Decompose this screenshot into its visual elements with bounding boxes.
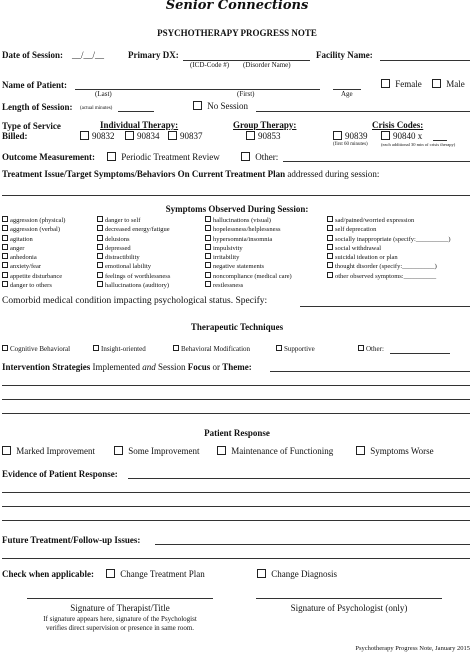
symptom-label: depressed xyxy=(105,244,131,252)
patient-response-heading: Patient Response xyxy=(204,428,270,438)
last-name-caption: (Last) xyxy=(95,90,112,98)
evidence-line-2[interactable] xyxy=(2,492,470,493)
periodic-review-option[interactable] xyxy=(107,152,220,162)
group-code-90853-option[interactable] xyxy=(246,131,281,141)
type-of-service-line2: Billed: xyxy=(2,131,28,141)
response-some-improvement[interactable] xyxy=(114,446,200,456)
male-label: Male xyxy=(446,79,465,89)
symptom-sad-expression[interactable] xyxy=(327,216,451,225)
response-checkbox[interactable] xyxy=(217,446,226,455)
code-90839-label: 90839 xyxy=(345,131,368,141)
symptom-irritability[interactable] xyxy=(205,253,292,262)
response-maintenance[interactable] xyxy=(217,446,333,456)
response-checkbox[interactable] xyxy=(356,446,365,455)
symptom-label: aggression (verbal) xyxy=(10,226,60,234)
symptom-checkbox[interactable] xyxy=(205,244,211,250)
outcome-other-checkbox[interactable] xyxy=(241,152,250,161)
symptom-checkbox[interactable] xyxy=(97,262,103,268)
page-title: PSYCHOTHERAPY PROGRESS NOTE xyxy=(157,28,317,38)
future-treatment-label: Future Treatment/Follow-up Issues: xyxy=(2,535,141,545)
length-of-session-field[interactable] xyxy=(118,111,154,112)
code-90834-label: 90834 xyxy=(137,131,160,141)
symptom-label: impulsivity xyxy=(213,244,243,252)
code-90834-checkbox[interactable] xyxy=(125,131,134,140)
check-applicable-label: Check when applicable: xyxy=(2,569,95,579)
symptom-hallucinations-auditory[interactable] xyxy=(97,281,170,290)
code-90840-checkbox[interactable] xyxy=(381,131,390,140)
technique-insight-oriented[interactable] xyxy=(93,345,146,353)
intervention-plain-3: or xyxy=(210,362,223,372)
change-diagnosis-checkbox[interactable] xyxy=(257,569,266,578)
treatment-issue-bold: Treatment Issue/Target Symptoms/Behaviors On Current Treatment Plan xyxy=(2,169,286,179)
symptom-hypersomnia-insomnia[interactable] xyxy=(205,235,292,244)
symptom-label: suicidal ideation or plan xyxy=(335,254,398,262)
comorbid-field[interactable] xyxy=(300,306,470,307)
symptom-checkbox[interactable] xyxy=(205,253,211,259)
symptom-label: anxiety/fear xyxy=(10,263,42,271)
actual-minutes-caption: (actual minutes) xyxy=(80,106,113,111)
symptom-distractibility[interactable] xyxy=(97,253,170,262)
symptom-label: irritability xyxy=(213,254,240,262)
symptom-delusions[interactable] xyxy=(97,235,170,244)
date-of-session-label: Date of Session: xyxy=(2,50,63,60)
intervention-line-4[interactable] xyxy=(2,413,470,414)
facility-name-label: Facility Name: xyxy=(316,50,373,60)
male-option[interactable] xyxy=(432,79,465,89)
technique-label: Supportive xyxy=(284,345,315,353)
technique-supportive[interactable] xyxy=(276,345,315,353)
symptom-label: feelings of worthlessness xyxy=(105,272,171,280)
therapist-signature-line[interactable] xyxy=(27,598,213,599)
symptom-hopelessness[interactable] xyxy=(205,225,292,234)
technique-other-field[interactable] xyxy=(390,353,450,354)
evidence-line-3[interactable] xyxy=(2,506,470,507)
no-session-option[interactable] xyxy=(193,101,248,111)
symptom-agitation[interactable] xyxy=(2,235,65,244)
symptom-depressed[interactable] xyxy=(97,244,170,253)
symptom-label: hypersomnia/insomnia xyxy=(213,235,273,243)
age-caption: Age xyxy=(341,90,353,98)
symptom-label: appetite disturbance xyxy=(10,272,63,280)
technique-checkbox[interactable] xyxy=(93,345,99,351)
periodic-review-label: Periodic Treatment Review xyxy=(121,152,220,162)
future-treatment-line-2[interactable] xyxy=(2,558,470,559)
symptom-checkbox[interactable] xyxy=(97,244,103,250)
technique-cognitive-behavioral[interactable] xyxy=(2,345,70,353)
symptom-emotional-lability[interactable] xyxy=(97,262,170,271)
signature-note-line-2: verifies direct supervision or presence in same room. xyxy=(45,624,195,632)
crisis-codes-heading: Crisis Codes: xyxy=(372,120,424,130)
date-of-session-field[interactable]: __/__/__ xyxy=(72,50,105,60)
therapist-signature-label: Signature of Therapist/Title xyxy=(70,603,170,613)
individual-code-90832-option[interactable] xyxy=(80,131,115,141)
symptom-checkbox[interactable] xyxy=(327,235,333,241)
code-90853-label: 90853 xyxy=(258,131,281,141)
technique-label: Cognitive Behavioral xyxy=(10,345,71,353)
symptom-checkbox[interactable] xyxy=(327,262,333,268)
response-marked-improvement[interactable] xyxy=(2,446,95,456)
symptom-self-deprecation[interactable] xyxy=(327,225,451,234)
symptom-label: danger to others xyxy=(10,282,52,290)
change-diagnosis-label: Change Diagnosis xyxy=(271,569,337,579)
code-90840-label: 90840 x xyxy=(393,131,423,141)
symptom-thought-disorder[interactable] xyxy=(327,262,451,271)
symptom-restlessness[interactable] xyxy=(205,281,292,290)
response-checkbox[interactable] xyxy=(114,446,123,455)
symptom-checkbox[interactable] xyxy=(327,216,333,222)
intervention-italic: and xyxy=(142,362,156,372)
technique-label: Insight-oriented xyxy=(101,345,146,353)
symptom-anxiety-fear[interactable] xyxy=(2,262,65,271)
symptom-checkbox[interactable] xyxy=(205,262,211,268)
symptom-label: socially inappropriate (specify:__________) xyxy=(335,235,451,243)
symptom-anger[interactable] xyxy=(2,244,65,253)
symptom-appetite-disturbance[interactable] xyxy=(2,272,65,281)
change-diagnosis-option[interactable] xyxy=(257,569,337,579)
symptom-impulsivity[interactable] xyxy=(205,244,292,253)
intervention-line-1[interactable] xyxy=(270,371,470,372)
symptom-worthlessness[interactable] xyxy=(97,272,170,281)
psychologist-signature-line[interactable] xyxy=(256,598,442,599)
crisis-code-90839-option[interactable] xyxy=(333,131,368,141)
no-session-checkbox[interactable] xyxy=(193,101,202,110)
icd-code-caption: (ICD-Code #) xyxy=(190,61,230,69)
symptom-label: agitation xyxy=(10,235,33,243)
no-session-label: No Session xyxy=(207,101,249,111)
technique-checkbox[interactable] xyxy=(173,345,179,351)
symptom-label: aggression (physical) xyxy=(10,217,66,224)
symptoms-column-1 xyxy=(2,216,65,290)
treatment-issue-rest: addressed during session: xyxy=(285,169,380,179)
brand-logo: Senior Connections xyxy=(165,0,309,13)
change-treatment-plan-option[interactable] xyxy=(106,569,205,579)
type-of-service-line1: Type of Service xyxy=(2,121,61,131)
symptoms-heading: Symptoms Observed During Session: xyxy=(165,204,309,214)
code-90832-checkbox[interactable] xyxy=(80,131,89,140)
symptom-suicidal-ideation[interactable] xyxy=(327,253,451,262)
symptom-other-observed[interactable] xyxy=(327,272,451,281)
symptom-label: thought disorder (specify:__________) xyxy=(335,263,437,271)
evidence-line-4[interactable] xyxy=(2,520,470,521)
symptom-social-withdrawal[interactable] xyxy=(327,244,451,253)
code-90832-label: 90832 xyxy=(92,131,115,141)
symptom-decreased-energy[interactable] xyxy=(97,225,170,234)
symptom-checkbox[interactable] xyxy=(205,225,211,231)
symptom-label: distractibility xyxy=(105,254,140,262)
symptom-label: social withdrawal xyxy=(335,244,382,252)
symptom-checkbox[interactable] xyxy=(205,272,211,278)
symptom-checkbox[interactable] xyxy=(327,253,333,259)
symptom-checkbox[interactable] xyxy=(2,272,8,278)
individual-code-90837-option[interactable] xyxy=(168,131,203,141)
intervention-plain-2: Session xyxy=(155,362,188,372)
symptom-checkbox[interactable] xyxy=(2,225,8,231)
first-name-caption: (First) xyxy=(237,90,255,98)
length-of-session-label: Length of Session: xyxy=(2,102,73,112)
response-checkbox[interactable] xyxy=(2,446,11,455)
technique-behavioral-modification[interactable] xyxy=(173,345,250,353)
evidence-line-1[interactable] xyxy=(128,478,470,479)
response-label: Some Improvement xyxy=(128,446,200,456)
group-therapy-heading: Group Therapy: xyxy=(233,120,297,130)
female-label: Female xyxy=(395,79,422,89)
symptom-aggression-verbal[interactable] xyxy=(2,225,65,234)
technique-checkbox[interactable] xyxy=(358,345,364,351)
comorbid-label: Comorbid medical condition impacting psychological status. Specify: xyxy=(2,296,268,306)
outcome-other-field[interactable] xyxy=(283,161,470,162)
code-90837-checkbox[interactable] xyxy=(168,131,177,140)
footer-text: Psychotherapy Progress Note, January 2015 xyxy=(355,645,470,652)
primary-dx-label: Primary DX: xyxy=(128,50,179,60)
symptom-label: sad/pained/worried expression xyxy=(335,217,415,224)
symptom-label: other observed symptoms:__________ xyxy=(335,272,437,280)
symptom-checkbox[interactable] xyxy=(2,244,8,250)
symptom-checkbox[interactable] xyxy=(205,235,211,241)
symptom-label: self deprecation xyxy=(335,226,377,234)
patient-name-label: Name of Patient: xyxy=(2,80,67,90)
intervention-line-3[interactable] xyxy=(2,399,470,400)
code-90839-checkbox[interactable] xyxy=(333,131,342,140)
code-90837-label: 90837 xyxy=(180,131,203,141)
technique-checkbox[interactable] xyxy=(2,345,8,351)
symptom-noncompliance[interactable] xyxy=(205,272,292,281)
symptom-checkbox[interactable] xyxy=(2,253,8,259)
symptoms-column-4 xyxy=(327,216,451,281)
no-session-reason-field[interactable] xyxy=(256,111,470,112)
symptom-socially-inappropriate[interactable] xyxy=(327,235,451,244)
crisis-code-90840-caption: (each additional 30 min of crisis therapy) xyxy=(381,142,456,147)
technique-other[interactable] xyxy=(358,345,384,353)
symptom-checkbox[interactable] xyxy=(327,244,333,250)
response-label: Symptoms Worse xyxy=(370,446,434,456)
technique-label: Behavioral Modification xyxy=(181,345,251,353)
code-90840-count-field[interactable] xyxy=(433,140,447,141)
symptom-negative-statements[interactable] xyxy=(205,262,292,271)
crisis-code-90840-option[interactable] xyxy=(381,131,422,141)
future-treatment-line-1[interactable] xyxy=(155,544,470,545)
facility-name-field[interactable] xyxy=(380,60,470,61)
symptom-anhedonia[interactable] xyxy=(2,253,65,262)
outcome-measurement-label: Outcome Measurement: xyxy=(2,152,96,162)
symptom-label: danger to self xyxy=(105,217,141,224)
symptoms-column-2 xyxy=(97,216,170,290)
symptom-label: anger xyxy=(10,244,25,252)
symptom-checkbox[interactable] xyxy=(2,281,8,287)
symptom-aggression-physical[interactable] xyxy=(2,216,65,225)
individual-therapy-heading: Individual Therapy: xyxy=(100,120,179,130)
technique-label: Other: xyxy=(366,345,384,353)
symptom-label: anhedonia xyxy=(10,254,37,262)
response-symptoms-worse[interactable] xyxy=(356,446,434,456)
symptom-danger-to-others[interactable] xyxy=(2,281,65,290)
symptom-checkbox[interactable] xyxy=(327,272,333,278)
technique-checkbox[interactable] xyxy=(276,345,282,351)
psychologist-signature-label: Signature of Psychologist (only) xyxy=(290,603,408,613)
intervention-bold-1: Intervention Strategies xyxy=(2,362,91,372)
evidence-label: Evidence of Patient Response: xyxy=(2,469,118,479)
symptom-label: hallucinations (auditory) xyxy=(105,282,170,290)
response-label: Marked Improvement xyxy=(16,446,95,456)
symptoms-column-3 xyxy=(205,216,292,290)
intervention-strategies-label xyxy=(2,362,252,372)
intervention-plain-1: Implemented xyxy=(90,362,143,372)
symptom-checkbox[interactable] xyxy=(2,262,8,268)
outcome-other-label: Other: xyxy=(255,152,279,162)
code-90853-checkbox[interactable] xyxy=(246,131,255,140)
individual-code-90834-option[interactable] xyxy=(125,131,160,141)
symptom-checkbox[interactable] xyxy=(97,235,103,241)
symptom-checkbox[interactable] xyxy=(327,225,333,231)
signature-note-line-1: If signature appears here, signature of the Psychologist xyxy=(43,615,197,623)
crisis-code-90839-caption: (first 60 minutes) xyxy=(333,142,368,147)
symptom-label: noncompliance (medical care) xyxy=(213,272,292,280)
symptom-checkbox[interactable] xyxy=(97,225,103,231)
intervention-bold-2: Focus xyxy=(187,362,211,372)
symptom-checkbox[interactable] xyxy=(205,281,211,287)
treatment-issue-line[interactable] xyxy=(2,195,470,196)
symptom-hallucinations-visual[interactable] xyxy=(205,216,292,225)
female-option[interactable] xyxy=(381,79,422,89)
symptom-checkbox[interactable] xyxy=(97,253,103,259)
symptom-checkbox[interactable] xyxy=(97,281,103,287)
symptom-label: restlessness xyxy=(213,282,244,290)
outcome-other-option[interactable] xyxy=(241,152,278,162)
symptom-checkbox[interactable] xyxy=(2,235,8,241)
symptom-label: negative statements xyxy=(213,263,265,271)
symptom-label: delusions xyxy=(105,235,130,243)
intervention-bold-3: Theme: xyxy=(222,362,252,372)
symptom-checkbox[interactable] xyxy=(97,216,103,222)
change-treatment-plan-checkbox[interactable] xyxy=(106,569,115,578)
symptom-checkbox[interactable] xyxy=(205,216,211,222)
symptom-danger-to-self[interactable] xyxy=(97,216,170,225)
symptom-checkbox[interactable] xyxy=(97,272,103,278)
intervention-line-2[interactable] xyxy=(2,385,470,386)
techniques-heading: Therapeutic Techniques xyxy=(190,322,284,332)
symptom-label: decreased energy/fatigue xyxy=(105,226,170,234)
type-of-service-label xyxy=(2,121,61,141)
symptom-checkbox[interactable] xyxy=(2,216,8,222)
treatment-issue-label xyxy=(2,169,379,179)
symptom-label: hopelessness/helplessness xyxy=(213,226,281,234)
symptom-label: emotional lability xyxy=(105,263,152,271)
disorder-name-caption: (Disorder Name) xyxy=(243,61,291,69)
symptom-label: hallucinations (visual) xyxy=(213,217,271,224)
female-checkbox[interactable] xyxy=(381,79,390,88)
response-label: Maintenance of Functioning xyxy=(231,446,334,456)
male-checkbox[interactable] xyxy=(432,79,441,88)
periodic-review-checkbox[interactable] xyxy=(107,152,116,161)
change-treatment-plan-label: Change Treatment Plan xyxy=(120,569,205,579)
